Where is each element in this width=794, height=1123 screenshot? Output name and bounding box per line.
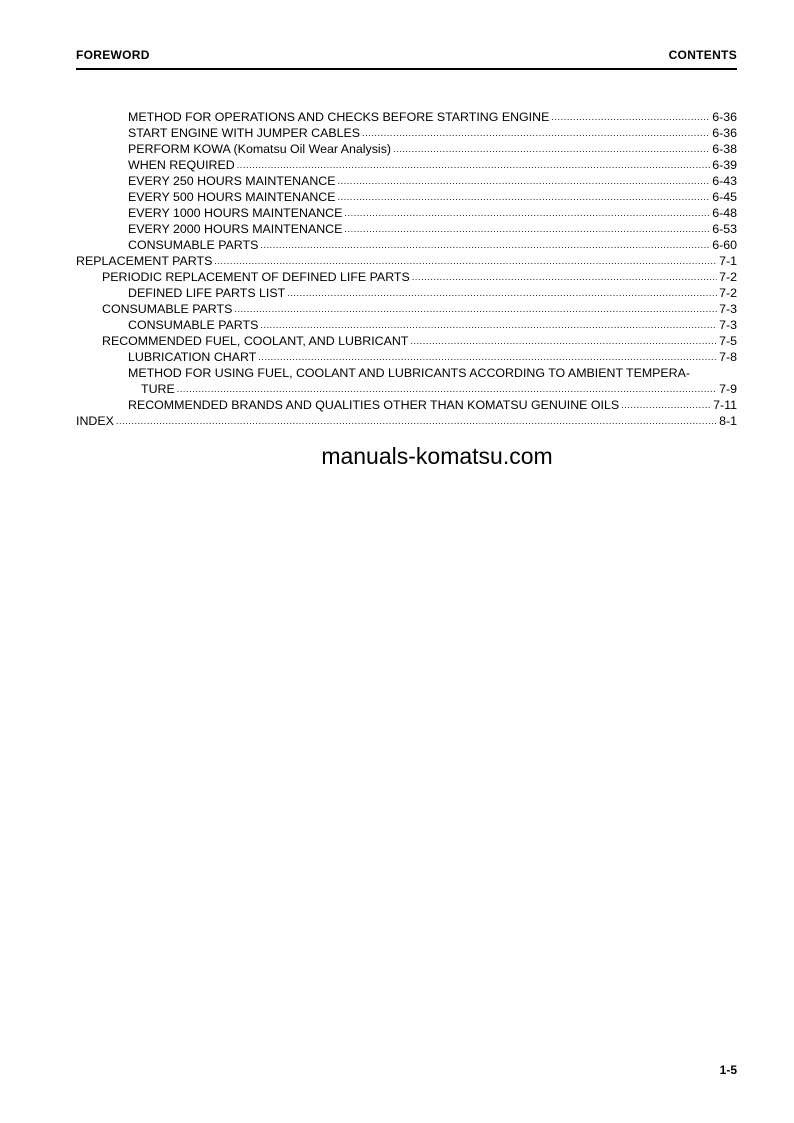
toc-entry-title: START ENGINE WITH JUMPER CABLES bbox=[128, 126, 361, 140]
toc-entry[interactable] bbox=[76, 333, 737, 349]
toc-entry-page: 6-60 bbox=[712, 238, 737, 252]
toc-entry-title: CONSUMABLE PARTS bbox=[128, 318, 259, 332]
toc-entry-page: 7-11 bbox=[713, 398, 737, 412]
toc-entry-title: REPLACEMENT PARTS bbox=[76, 254, 213, 268]
toc-entry-page: 7-5 bbox=[719, 334, 737, 348]
header-section-title: FOREWORD bbox=[76, 48, 150, 62]
toc-entry-page: 6-36 bbox=[712, 126, 737, 140]
toc-entry[interactable] bbox=[76, 253, 737, 269]
toc-entry[interactable] bbox=[76, 221, 737, 237]
toc-entry-title: INDEX bbox=[76, 414, 114, 428]
toc-entry[interactable] bbox=[76, 205, 737, 221]
toc-entry-title: EVERY 1000 HOURS MAINTENANCE bbox=[128, 206, 343, 220]
dot-leader bbox=[344, 221, 710, 237]
toc-entry-title: RECOMMENDED BRANDS AND QUALITIES OTHER THAN KOMATSU GENUINE OILS bbox=[128, 398, 620, 412]
toc-entry[interactable] bbox=[76, 125, 737, 141]
toc-entry-title: EVERY 250 HOURS MAINTENANCE bbox=[128, 174, 336, 188]
toc-entry-page: 6-43 bbox=[712, 174, 737, 188]
toc-entry-title: METHOD FOR USING FUEL, COOLANT AND LUBRICANTS ACCORDING TO AMBIENT TEMPERA- bbox=[128, 366, 691, 380]
table-of-contents bbox=[76, 109, 737, 429]
toc-entry[interactable] bbox=[76, 397, 737, 413]
toc-entry-title: CONSUMABLE PARTS bbox=[128, 238, 259, 252]
toc-entry-page: 7-3 bbox=[719, 318, 737, 332]
dot-leader bbox=[621, 397, 711, 413]
toc-entry-page: 7-3 bbox=[719, 302, 737, 316]
toc-entry-title: CONSUMABLE PARTS bbox=[102, 302, 233, 316]
dot-leader bbox=[287, 285, 717, 301]
toc-entry[interactable] bbox=[76, 381, 737, 397]
watermark: manuals-komatsu.com bbox=[321, 443, 553, 469]
header-rule bbox=[76, 68, 737, 70]
dot-leader bbox=[338, 189, 711, 205]
toc-entry-title: EVERY 500 HOURS MAINTENANCE bbox=[128, 190, 336, 204]
toc-entry[interactable] bbox=[76, 189, 737, 205]
toc-entry-page: 7-2 bbox=[719, 286, 737, 300]
dot-leader bbox=[344, 205, 710, 221]
dot-leader bbox=[338, 173, 711, 189]
toc-entry-page: 6-39 bbox=[712, 158, 737, 172]
toc-entry-title: LUBRICATION CHART bbox=[128, 350, 257, 364]
dot-leader bbox=[177, 381, 717, 397]
header-contents-label: CONTENTS bbox=[668, 48, 737, 62]
toc-entry[interactable] bbox=[76, 413, 737, 429]
toc-entry[interactable] bbox=[76, 141, 737, 157]
toc-entry[interactable] bbox=[76, 301, 737, 317]
toc-entry-title: PERFORM KOWA (Komatsu Oil Wear Analysis) bbox=[128, 142, 392, 156]
toc-entry[interactable] bbox=[76, 269, 737, 285]
toc-entry[interactable] bbox=[76, 285, 737, 301]
toc-entry-title: RECOMMENDED FUEL, COOLANT, AND LUBRICANT bbox=[102, 334, 409, 348]
toc-entry-title: DEFINED LIFE PARTS LIST bbox=[128, 286, 286, 300]
toc-entry-title: WHEN REQUIRED bbox=[128, 158, 235, 172]
toc-entry-page: 6-45 bbox=[712, 190, 737, 204]
dot-leader bbox=[116, 413, 717, 429]
toc-entry[interactable] bbox=[76, 109, 737, 125]
toc-entry[interactable] bbox=[76, 365, 737, 381]
dot-leader bbox=[258, 349, 717, 365]
dot-leader bbox=[410, 333, 717, 349]
toc-entry-title: METHOD FOR OPERATIONS AND CHECKS BEFORE STARTING ENGINE bbox=[128, 110, 550, 124]
toc-entry-page: 8-1 bbox=[719, 414, 737, 428]
toc-entry-page: 6-36 bbox=[712, 110, 737, 124]
toc-entry-title: EVERY 2000 HOURS MAINTENANCE bbox=[128, 222, 343, 236]
page-number: 1-5 bbox=[719, 1063, 737, 1077]
toc-entry-page: 6-48 bbox=[712, 206, 737, 220]
toc-entry-title: TURE bbox=[141, 382, 175, 396]
toc-entry[interactable] bbox=[76, 317, 737, 333]
dot-leader bbox=[234, 301, 717, 317]
toc-entry-page: 6-53 bbox=[712, 222, 737, 236]
dot-leader bbox=[412, 269, 717, 285]
toc-entry[interactable] bbox=[76, 173, 737, 189]
toc-entry[interactable] bbox=[76, 349, 737, 365]
toc-entry-page: 7-9 bbox=[719, 382, 737, 396]
dot-leader bbox=[362, 125, 710, 141]
toc-entry-page: 6-38 bbox=[712, 142, 737, 156]
dot-leader bbox=[237, 157, 710, 173]
dot-leader bbox=[393, 141, 710, 157]
dot-leader bbox=[260, 317, 717, 333]
toc-entry-title: PERIODIC REPLACEMENT OF DEFINED LIFE PARTS bbox=[102, 270, 410, 284]
dot-leader bbox=[260, 237, 710, 253]
toc-entry[interactable] bbox=[76, 157, 737, 173]
dot-leader bbox=[214, 253, 717, 269]
toc-entry[interactable] bbox=[76, 237, 737, 253]
toc-entry-page: 7-2 bbox=[719, 270, 737, 284]
toc-entry-page: 7-1 bbox=[719, 254, 737, 268]
dot-leader bbox=[551, 109, 710, 125]
toc-entry-page: 7-8 bbox=[719, 350, 737, 364]
